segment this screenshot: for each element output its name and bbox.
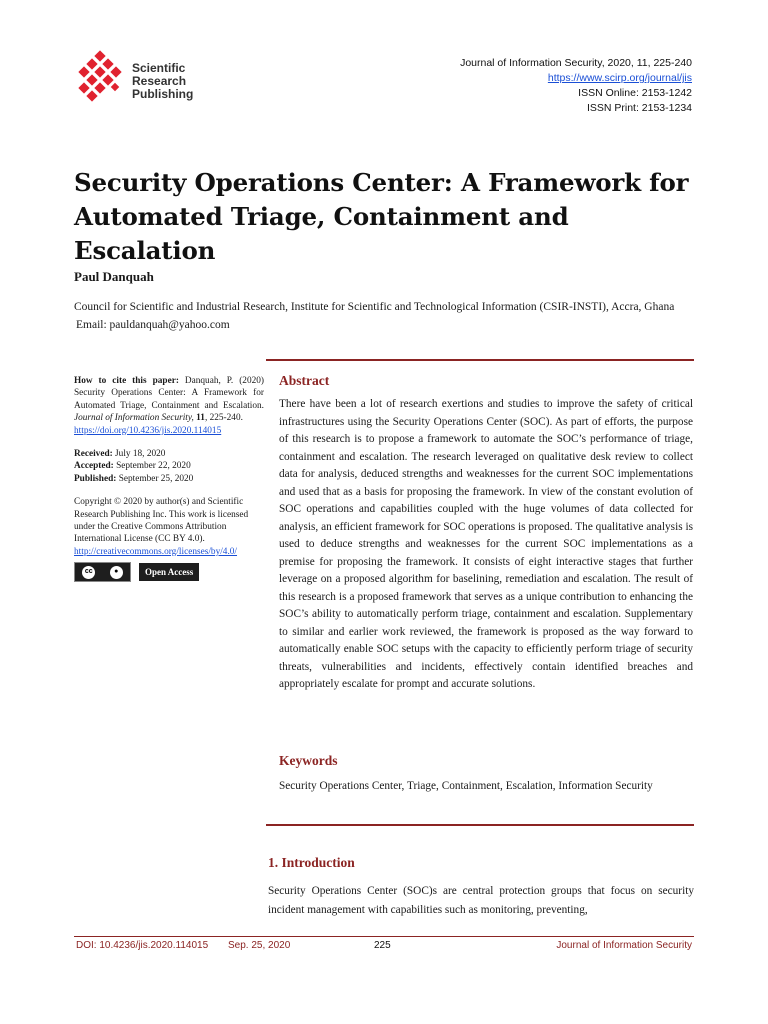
keywords-text: Security Operations Center, Triage, Containment, Escalation, Information Security <box>279 780 653 792</box>
license-link[interactable]: http://creativecommons.org/licenses/by/4.0/ <box>74 546 238 557</box>
cc-icon: cc <box>82 566 95 579</box>
how-to-cite: How to cite this paper: Danquah, P. (2020) Security Operations Center: A Framework for Automated Triage, Containment and Escalation. Journal of Information Security, 11, 225-240. https://doi.org/10.4236/jis.2020.114015 <box>74 376 264 436</box>
footer-date: Sep. 25, 2020 <box>228 940 291 951</box>
journal-meta <box>460 56 692 116</box>
abstract-heading: Abstract <box>279 373 330 388</box>
journal-citation: Journal of Information Security, 2020, 11, 225-240 <box>460 57 692 69</box>
keywords-bottom-rule <box>266 824 694 826</box>
abstract-top-rule <box>266 359 694 361</box>
copyright-notice: Copyright © 2020 by author(s) and Scientific Research Publishing Inc. This work is licensed under the Creative Commons Attribution International License (CC BY 4.0). http://creativecommons.org/licenses/by/4.0/ <box>74 497 249 557</box>
doi-link[interactable]: https://doi.org/10.4236/jis.2020.114015 <box>74 425 222 436</box>
footer-doi: DOI: 10.4236/jis.2020.114015 <box>76 940 209 951</box>
dates: Received: July 18, 2020 Accepted: September 22, 2020 Published: September 25, 2020 <box>74 449 194 484</box>
license-badges <box>74 562 264 582</box>
author-name: Paul Danquah <box>74 269 154 284</box>
attribution-icon: ● <box>110 566 123 579</box>
issn-print: ISSN Print: 2153-1234 <box>586 102 692 114</box>
page-number: 225 <box>374 940 391 951</box>
keywords-heading: Keywords <box>279 753 338 768</box>
abstract-text: There have been a lot of research exertions and studies to improve the safety of critical infrastructures using the Security Operations Center (SOC). As part of efforts, the purpose of this research is to propose a framework to automate the SOC’s performance of triage, containment and escalation. The research leveraged on qualitative desk review to collect data for analysis, deduced strengths and weaknesses for the current SOC implementations and used that as a basis for proposing the framework. In view of the constant evolution of SOC operations and capabilities coupled with the huge volumes of data collected for analysis, an efficient framework for SOC operations is proposed. The qualitative analysis is used to deduce strengths and weaknesses for the current SOC implementations as a premise for proposing the framework. It consists of eight interactive stages that further leverage on a proposed algorithm for baselining, remediation and escalation. The result of this research is a proposed framework that serves as a unique contribution to enhancing the SOC’s ability to automatically perform triage, containment and escalation. Supplementary to similar and earlier work reviewed, the framework is proposed as the way forward to automatically enable SOC setups with the capacity to efficiently perform triage of security threats, vulnerabilities and incidents, effectively contain identified breaches and appropriately escalate for prompt and accurate solutions. <box>279 398 693 690</box>
publisher-name: Scientific Research Publishing <box>132 61 194 101</box>
introduction-text: Security Operations Center (SOC)s are central protection groups that focus on security incident management with capabilities such as monitoring, preventing, <box>268 885 694 916</box>
author-affiliation: Council for Scientific and Industrial Research, Institute for Scientific and Technological Information (CSIR-INSTI), Accra, Ghana <box>74 301 675 313</box>
author-email: Email: pauldanquah@yahoo.com <box>76 319 230 331</box>
journal-url-link[interactable]: https://www.scirp.org/journal/jis <box>547 72 692 84</box>
introduction-heading: 1. Introduction <box>268 855 355 870</box>
citation-sidebar <box>74 375 264 582</box>
footer-journal: Journal of Information Security <box>556 940 692 951</box>
issn-online: ISSN Online: 2153-1242 <box>578 87 692 99</box>
footer-rule <box>74 936 694 937</box>
cc-by-badge[interactable] <box>74 562 131 582</box>
open-access-badge: Open Access <box>139 563 199 581</box>
paper-title: Security Operations Center: A Framework for Automated Triage, Containment and Escalation <box>74 168 689 265</box>
